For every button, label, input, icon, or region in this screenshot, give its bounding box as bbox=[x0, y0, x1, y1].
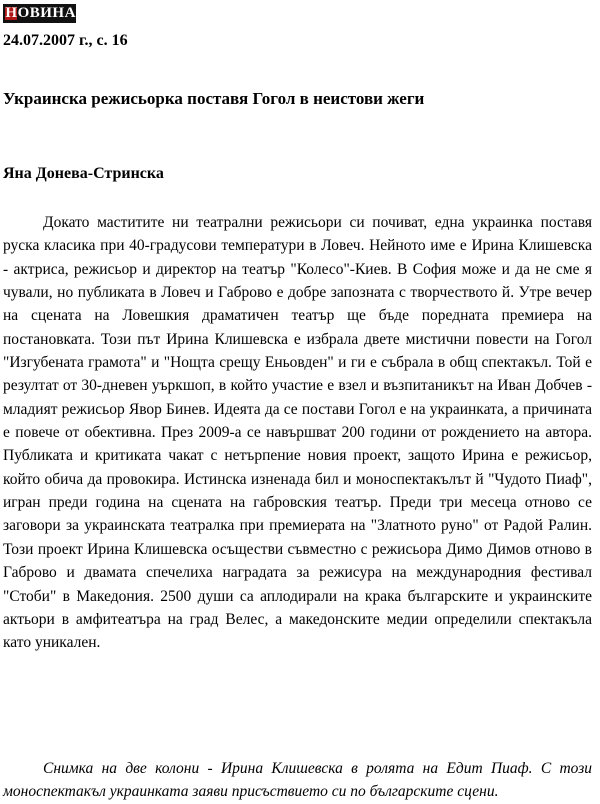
logo-text: НОВИНАР bbox=[5, 5, 86, 21]
article-author: Яна Донева-Стринска bbox=[3, 165, 164, 182]
article-body: Докато маститите ни театрални режисьори си почиват, една украинка поставя руска класика при 40-градусови температури в Ловеч. Нейното име е Ирина Клишевска - актриса, режисьор и директор на театър "Колесо"-Киев. В София може и да не сме я чували, но публиката в Ловеч и Габрово е добре запозната с творчеството й. Утре вечер на сцената на Ловешкия драматичен театър ще бъде поредната премиера на постановката. Този път Ирина Клишевска е избрала двете мистични повести на Гогол "Изгубената грамота" и "Нощта срещу Еньовден" и ги е събрала в общ спектакъл. Той е резултат от 30-дневен уъркшоп, в който участие е взел и възпитаникът на Иван Добчев - младият режисьор Явор Бинев. Идеята да се постави Гогол е на украинката, а причината е повече от обективна. През 2009-а се навършват 200 години от рождението на автора. Публиката и критиката чакат с нетърпение новия проект, защото Ирина е режисьор, който обича да провокира. Истинска изненада бил и моноспектакълът й "Чудото Пиаф", игран преди година на сцената на габровския театър. Преди три месеца отново се заговори за украинската театралка при премиерата на "Златното руно" от Радой Ралин. Този проект Ирина Клишевска осъществи съвместно с режисьора Димо Димов отново в Габрово и двамата спечелиха наградата за режисура на международния фестивал "Стоби" в Македония. 2500 души са аплодирали на крака българските и украинските актьори в амфитеатъра на град Велес, а македонските медии определили спектакъла като уникален. bbox=[3, 214, 592, 652]
newspaper-logo bbox=[3, 4, 86, 23]
article-headline: Украинска режисьорка поставя Гогол в неистови жеги bbox=[3, 89, 425, 108]
dateline: 24.07.2007 г., с. 16 bbox=[3, 32, 128, 49]
photo-caption: Снимка на две колони - Ирина Клишевска в ролята на Едит Пиаф. С този моноспектакъл украинката заяви присъствието си по българските сцени. bbox=[3, 760, 592, 801]
